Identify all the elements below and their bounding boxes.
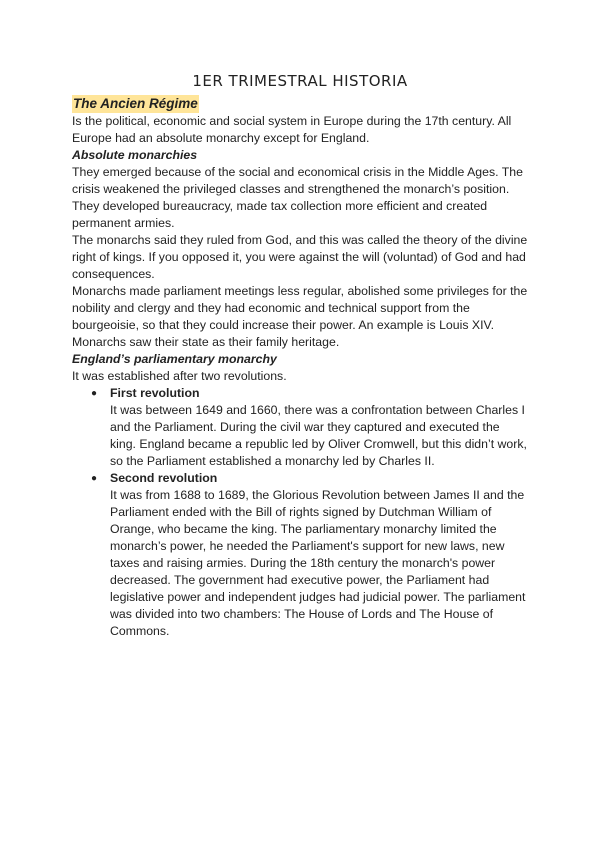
- list-item-title: First revolution: [110, 386, 200, 400]
- list-item-text: It was from 1688 to 1689, the Glorious Revolution between James II and the Parliament ended with the Bill of rights signed by Dutchman William of Orange, who became the king. The parliamentary monarchy limited the monarch’s power, he needed the Parliament's support for new laws, new taxes and raising armies. During the 18th century the monarch's power decreased. The government had executive power, the Parliament had legislative power and independent judges had judicial power. The parliament was divided into two chambers: The House of Lords and The House of Commons.: [110, 488, 526, 638]
- heading-england-parliamentary-monarchy: England’s parliamentary monarchy: [72, 352, 277, 366]
- highlighted-heading: The Ancien Régime: [73, 96, 198, 111]
- paragraph: Monarchs saw their state as their family heritage.: [72, 335, 340, 349]
- paragraph: They emerged because of the social and economical crisis in the Middle Ages. The crisis weakened the privileged classes and strengthened the monarch’s position.: [72, 165, 523, 196]
- bullet-icon: ●: [91, 473, 98, 484]
- paragraph-england-intro: It was established after two revolutions.: [72, 369, 287, 383]
- list-item-text: It was between 1649 and 1660, there was a confrontation between Charles I and the Parliament. During the civil war they captured and executed the king. England became a republic led by Oliver Cromwell, but this didn’t work, so the Parliament established a monarchy led by Charles II.: [110, 403, 527, 468]
- list-item-title: Second revolution: [110, 471, 218, 485]
- paragraph: They developed bureaucracy, made tax collection more efficient and created permanent armies.: [72, 199, 488, 230]
- page-title: 1ER TRIMESTRAL HISTORIA: [192, 72, 408, 90]
- paragraph-ancien-regime-intro: Is the political, economic and social system in Europe during the 17th century. All Europe had an absolute monarchy except for England.: [72, 114, 512, 145]
- document-body: [72, 95, 528, 640]
- paragraph: Monarchs made parliament meetings less regular, abolished some privileges for the nobility and clergy and they had economic and technical support from the bourgeoisie, so that they could increase their power. An example is Louis XIV.: [72, 284, 528, 332]
- paragraph: The monarchs said they ruled from God, and this was called the theory of the divine right of kings. If you opposed it, you were against the will (voluntad) of God and had consequences.: [72, 233, 528, 281]
- heading-absolute-monarchies: Absolute monarchies: [72, 148, 198, 162]
- list-item-first-revolution: [72, 385, 528, 470]
- bullet-icon: ●: [91, 388, 98, 399]
- list-item-second-revolution: [72, 470, 528, 640]
- heading-ancien-regime: [72, 95, 528, 113]
- revolutions-list: [72, 385, 528, 640]
